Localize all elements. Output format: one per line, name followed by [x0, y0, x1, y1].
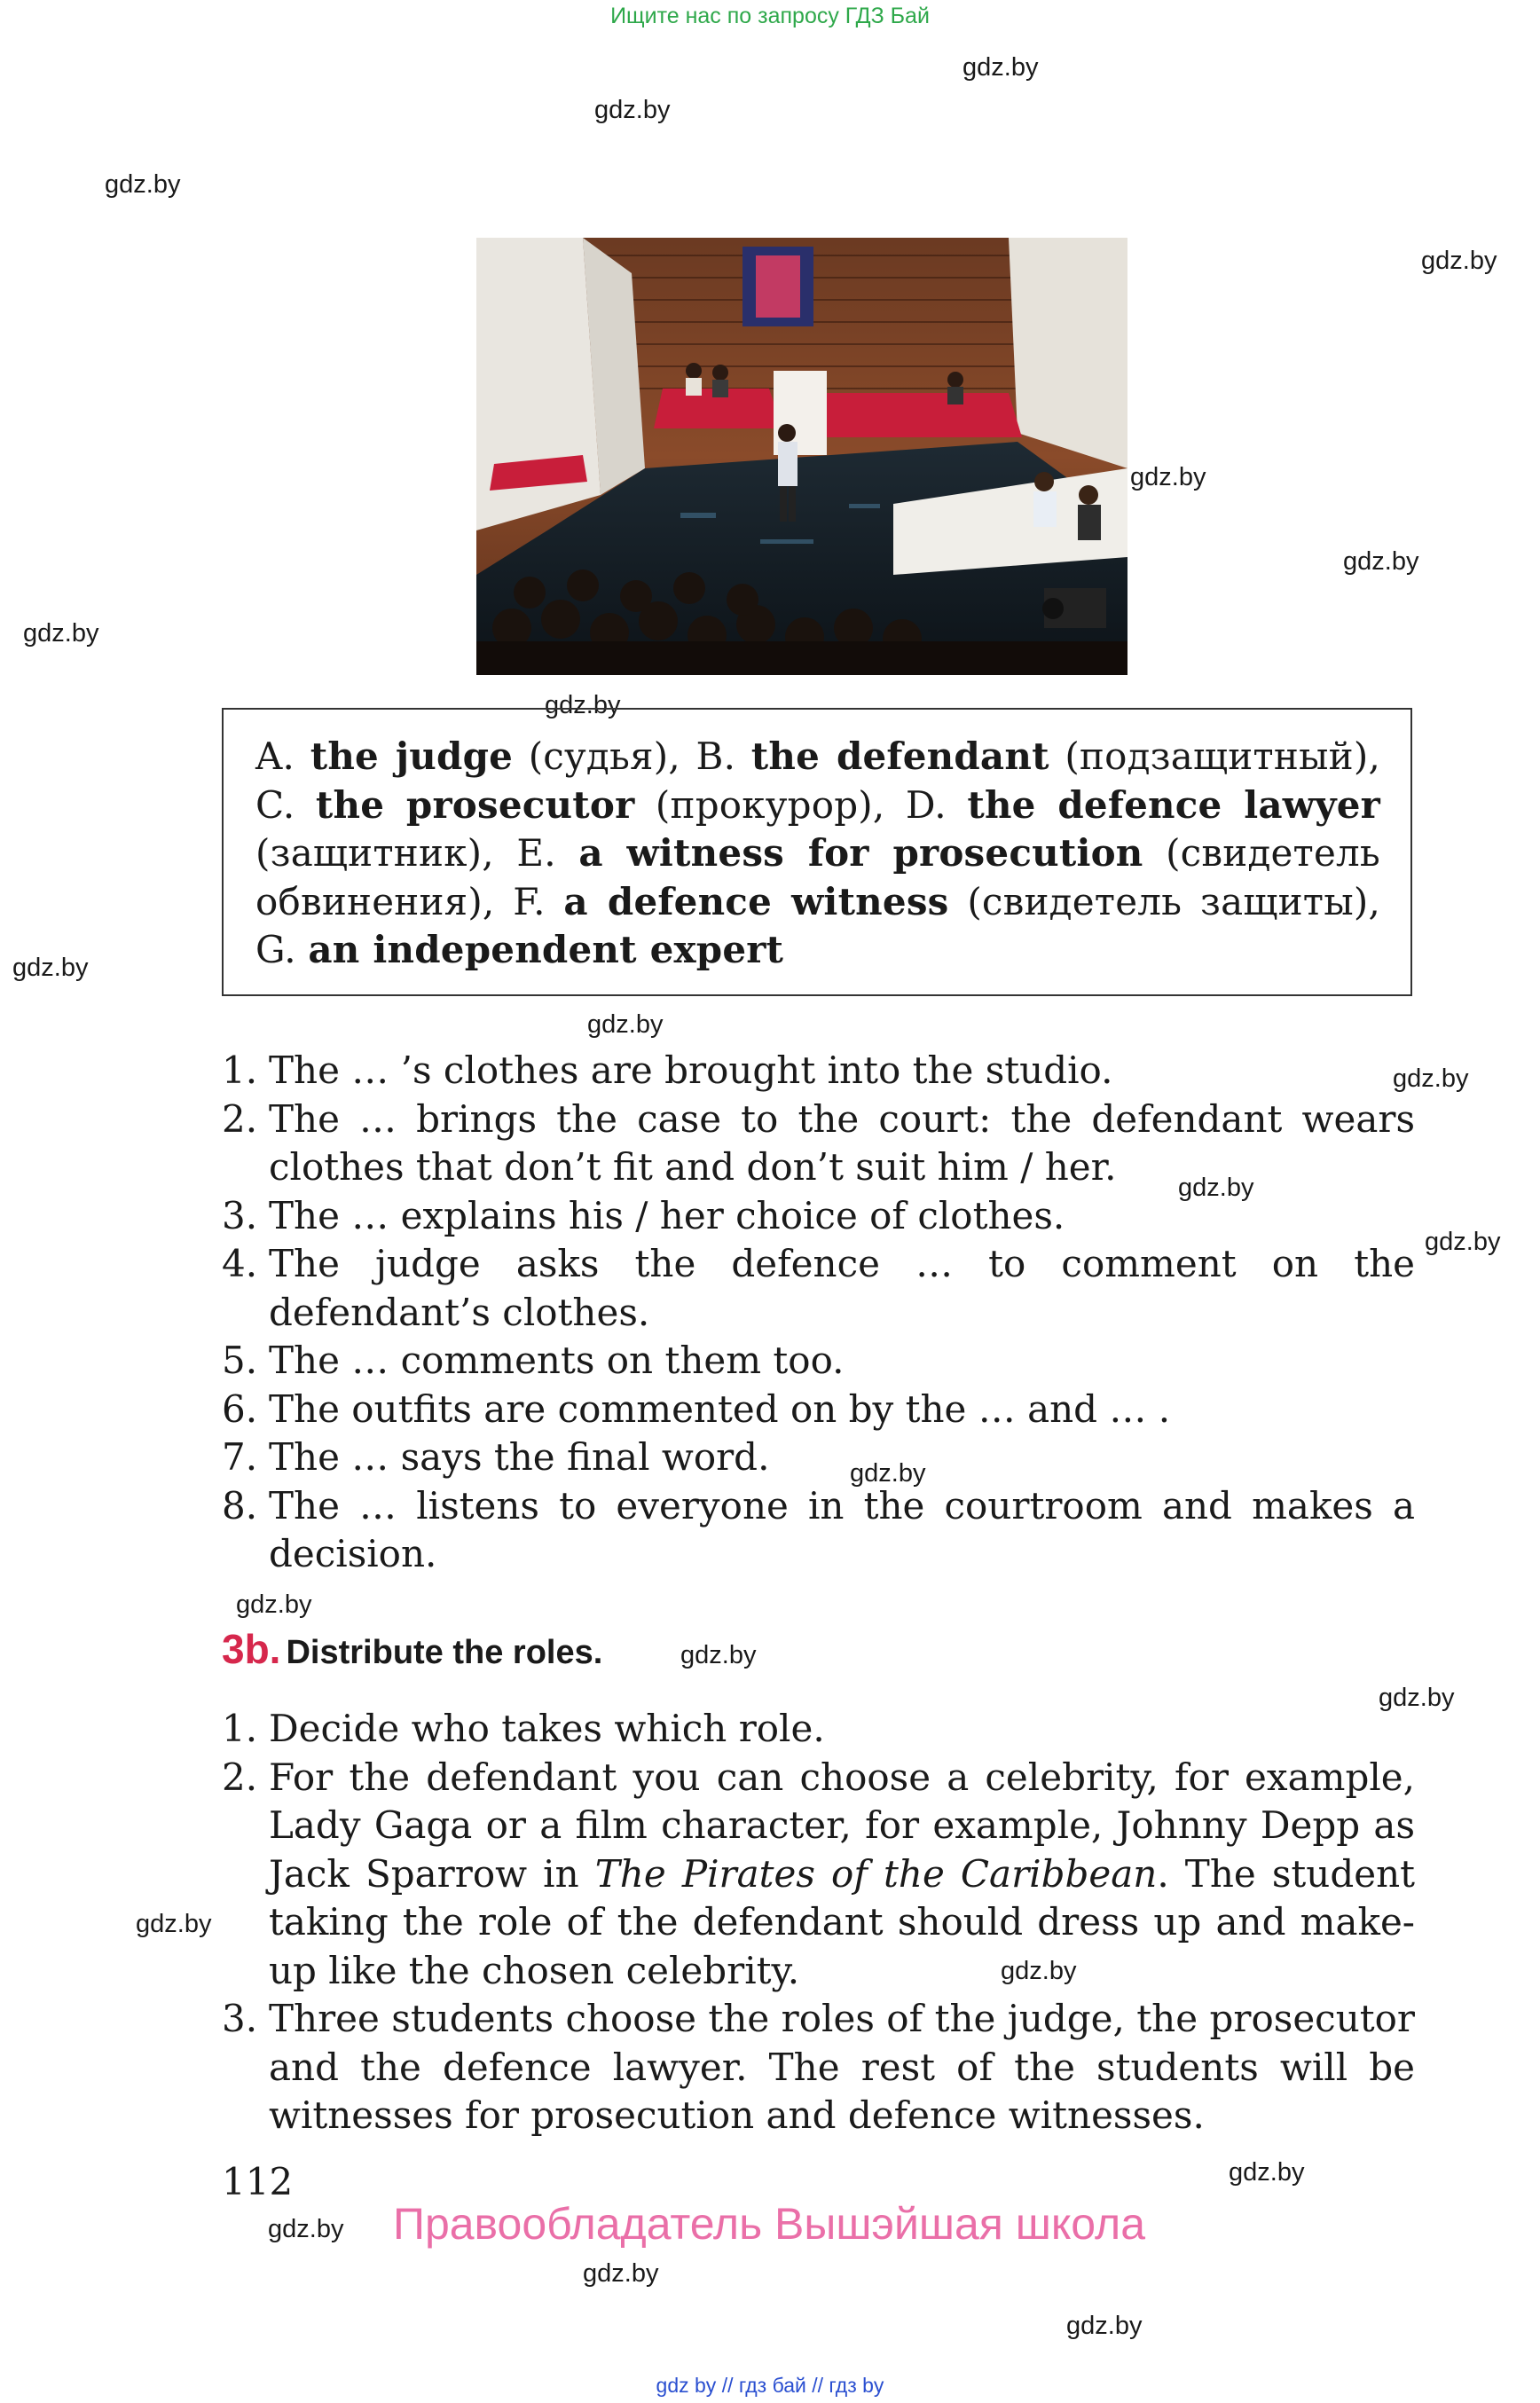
exercise-title: Distribute the roles. [286, 1634, 603, 1671]
item-number: 1. [222, 1707, 258, 1750]
list-item [222, 1386, 1415, 1434]
item-number: 2. [222, 1096, 258, 1141]
list-item [222, 1995, 1415, 2140]
role-defendant: the defendant [750, 734, 1049, 778]
role-defence-lawyer: the defence lawyer [967, 782, 1381, 827]
role-letter: B. [695, 734, 751, 778]
role-judge: the judge [310, 734, 514, 778]
watermark: gdz.by [1066, 2312, 1143, 2340]
top-banner: Ищите нас по запросу ГДЗ Бай [610, 4, 930, 28]
role-letter: F. [513, 879, 564, 923]
role-translation: (прокурор), [634, 782, 906, 827]
item-text: The … says the final word. [269, 1435, 770, 1479]
watermark: gdz.by [1425, 1228, 1501, 1256]
watermark: gdz.by [587, 1010, 664, 1039]
watermark: gdz.by [236, 1590, 312, 1619]
watermark: gdz.by [1229, 2158, 1305, 2187]
item-number: 4. [222, 1242, 258, 1285]
watermark: gdz.by [1130, 463, 1206, 491]
watermark: gdz.by [1393, 1064, 1469, 1093]
role-independent-expert: an independent expert [308, 928, 784, 971]
film-title: The Pirates of the Caribbean [594, 1851, 1158, 1896]
role-letter: D. [905, 782, 968, 827]
item-text: Decide who takes which role. [269, 1707, 825, 1750]
item-text: The outfits are commented on by the … and … . [269, 1386, 1171, 1431]
item-number: 6. [222, 1386, 258, 1431]
list-item [222, 1047, 1415, 1095]
role-defence-witness: a defence witness [563, 879, 949, 923]
roles-box [222, 708, 1412, 996]
watermark: gdz.by [1421, 247, 1497, 275]
watermark: gdz.by [1379, 1684, 1455, 1712]
watermark: gdz.by [105, 170, 181, 199]
role-translation: (подзащитный), [1049, 734, 1381, 778]
item-text: The judge asks the defence … to comment on the defendant’s clothes. [269, 1242, 1415, 1334]
item-text-part: For the defendant you can choose a celebrity, for example, Lady Gaga or a film character, for example, Johnny Depp as Jack Sparrow in [269, 1755, 1415, 1896]
list-item [222, 1705, 1415, 1754]
exercise-number: 3b. [222, 1626, 281, 1672]
list-item [222, 1240, 1415, 1337]
role-letter: E. [516, 831, 579, 875]
item-text-part: . The student taking the role of the defendant should dress up and make-up like the chosen celebrity. [269, 1851, 1415, 1992]
role-letter: G. [255, 928, 309, 971]
bottom-banner: gdz by // гдз бай // гдз by [656, 2374, 884, 2397]
watermark: gdz.by [268, 2215, 344, 2243]
list-item [222, 1433, 1415, 1482]
role-translation: (свидетель обвинения), [255, 831, 1380, 923]
item-number: 8. [222, 1483, 258, 1527]
page-number: 112 [222, 2160, 294, 2203]
watermark: gdz.by [1343, 547, 1419, 576]
role-letter: A. [255, 734, 310, 778]
item-text [269, 1754, 1415, 1996]
item-number: 3. [222, 1193, 258, 1237]
item-text: The … comments on them too. [269, 1339, 845, 1382]
roles-instructions-list [222, 1705, 1415, 2140]
tv-studio-photo [476, 238, 1128, 675]
list-item [222, 1754, 1415, 1996]
list-item [222, 1337, 1415, 1386]
watermark: gdz.by [23, 619, 99, 648]
role-translation: (свидетель защиты), [948, 879, 1380, 923]
watermark: gdz.by [136, 1910, 212, 1938]
section-heading-3b [222, 1625, 602, 1673]
item-number: 7. [222, 1435, 258, 1479]
item-text: The … ’s clothes are brought into the studio. [269, 1048, 1113, 1092]
rights-holder: Правообладатель Вышэйшая школа [393, 2199, 1145, 2249]
role-letter: C. [255, 782, 316, 827]
list-item [222, 1095, 1415, 1192]
item-number: 5. [222, 1339, 258, 1382]
watermark: gdz.by [680, 1641, 757, 1669]
watermark: gdz.by [850, 1459, 926, 1488]
role-witness-prosecution: a witness for prosecution [578, 831, 1143, 875]
item-number: 1. [222, 1048, 258, 1092]
steps-list [222, 1047, 1415, 1579]
item-text: The … brings the case to the court: the defendant wears clothes that don’t fit and don’t suit him / her. [269, 1096, 1415, 1189]
watermark: gdz.by [583, 2259, 659, 2288]
item-text: Three students choose the roles of the judge, the prosecutor and the defence lawyer. The rest of the students will be witnesses for prosecution and defence witnesses. [269, 1997, 1415, 2137]
list-item [222, 1482, 1415, 1579]
watermark: gdz.by [12, 954, 89, 982]
role-prosecutor: the prosecutor [315, 782, 635, 827]
watermark: gdz.by [545, 691, 621, 719]
watermark: gdz.by [1001, 1957, 1077, 1985]
role-translation: (судья), [513, 734, 696, 778]
item-number: 3. [222, 1997, 258, 2040]
item-text: The … listens to everyone in the courtroom and makes a decision. [269, 1483, 1415, 1575]
watermark: gdz.by [594, 96, 671, 124]
roles-text [255, 733, 1380, 975]
item-text: The … explains his / her choice of clothes. [269, 1193, 1065, 1237]
watermark: gdz.by [1178, 1174, 1254, 1202]
role-translation: (защитник), [255, 831, 517, 875]
item-number: 2. [222, 1755, 258, 1799]
watermark: gdz.by [962, 53, 1039, 82]
list-item [222, 1192, 1415, 1241]
